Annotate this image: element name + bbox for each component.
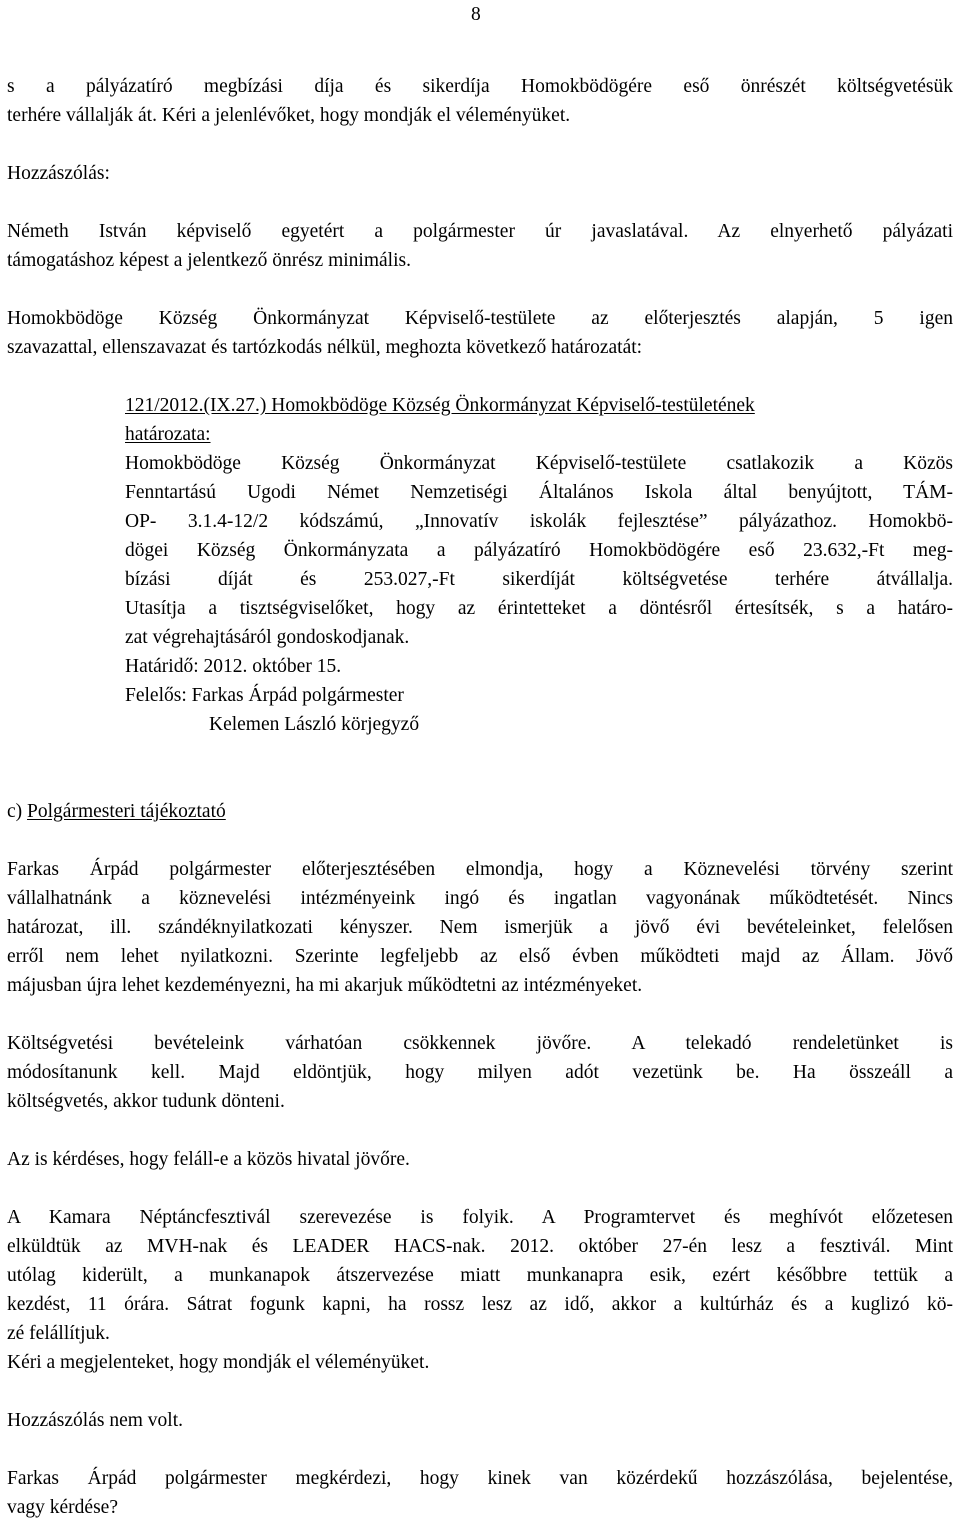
comment-heading: Hozzászólás: (7, 163, 110, 184)
p1-line-1: Farkas Árpád polgármester előterjesztésében elmondja, hogy a Köznevelési törvény szerint (7, 859, 953, 880)
section-c-prefix: c) (7, 801, 28, 822)
p4-line-3: utólag kiderült, a munkanapok átszervezése miatt munkanapra esik, ezért későbbre tettük a (7, 1265, 953, 1286)
resolution-body-4: dögei Község Önkormányzata a pályázatíró Homokbödögére eső 23.632,-Ft meg- (125, 540, 953, 561)
p4-line-2: elküldtük az MVH-nak és LEADER HACS-nak. 2012. október 27-én lesz a fesztivál. Mint (7, 1236, 953, 1257)
p1-line-4: erről nem lehet nyilatkozni. Szerinte legfeljebb az első évben működteti majd az Állam. Jövő (7, 946, 953, 967)
resolution-responsible-2: Kelemen László körjegyző (209, 714, 420, 735)
vote-line-2: szavazattal, ellenszavazat és tartózkodás nélkül, meghozta következő határozatát: (7, 337, 643, 358)
resolution-body-3: OP- 3.1.4-12/2 kódszámú, „Innovatív iskolák fejlesztése” pályázathoz. Homokbö- (125, 511, 953, 532)
p7-line-2: vagy kérdése? (7, 1497, 118, 1518)
p6-line: Hozzászólás nem volt. (7, 1410, 183, 1431)
p1-line-2: vállalhatnánk a köznevelési intézményeink ingó és ingatlan vagyonának működtetését. Nincs (7, 888, 953, 909)
page-number: 8 (471, 4, 481, 25)
section-c-heading (7, 802, 226, 822)
intro-line-1: s a pályázatíró megbízási díja és sikerdíja Homokbödögére eső önrészét költségvetésük (7, 76, 953, 97)
resolution-body-2: Fenntartású Ugodi Német Nemzetiségi Általános Iskola által benyújtott, TÁM- (125, 482, 953, 503)
section-c-title: Polgármesteri tájékoztató (27, 801, 226, 822)
intro-line-2: terhére vállalják át. Kéri a jelenlévőket, hogy mondják el véleményüket. (7, 105, 571, 126)
p2-line-3: költségvetés, akkor tudunk dönteni. (7, 1091, 285, 1112)
resolution-body-6: Utasítja a tisztségviselőket, hogy az érintetteket a döntésről értesítsék, s a határo- (125, 598, 953, 619)
resolution-title-2: határozata: (125, 424, 211, 445)
comment-line-1: Németh István képviselő egyetért a polgármester úr javaslatával. Az elnyerhető pályázati (7, 221, 953, 242)
resolution-body-5: bízási díját és 253.027,-Ft sikerdíját költségvetése terhére átvállalja. (125, 569, 953, 590)
p2-line-1: Költségvetési bevételeink várhatóan csökkennek jövőre. A telekadó rendeletünket is (7, 1033, 953, 1054)
p4-line-1: A Kamara Néptáncfesztivál szerevezése is folyik. A Programtervet és meghívót előzetesen (7, 1207, 953, 1228)
comment-line-2: támogatáshoz képest a jelentkező önrész minimális. (7, 250, 411, 271)
resolution-body-1: Homokbödöge Község Önkormányzat Képviselő-testülete csatlakozik a Közös (125, 453, 953, 474)
p7-line-1: Farkas Árpád polgármester megkérdezi, hogy kinek van közérdekű hozzászólása, bejelentése, (7, 1468, 953, 1489)
p5-line: Kéri a megjelenteket, hogy mondják el véleményüket. (7, 1352, 430, 1373)
p1-line-5: májusban újra lehet kezdeményezni, ha mi akarjuk működtetni az intézményeket. (7, 975, 643, 996)
resolution-deadline: Határidő: 2012. október 15. (125, 656, 342, 677)
resolution-title: 121/2012.(IX.27.) Homokbödöge Község Önkormányzat Képviselő-testületének (125, 395, 755, 416)
p1-line-3: határozat, ill. szándéknyilatkozati kényszer. Nem ismerjük a jövő évi bevételeinket, felelősen (7, 917, 953, 938)
resolution-body-7: zat végrehajtásáról gondoskodjanak. (125, 627, 410, 648)
p2-line-2: módosítanunk kell. Majd eldöntjük, hogy milyen adót vezetünk be. Ha összeáll a (7, 1062, 953, 1083)
p3-line: Az is kérdéses, hogy feláll-e a közös hivatal jövőre. (7, 1149, 410, 1170)
p4-line-4: kezdést, 11 órára. Sátrat fogunk kapni, ha rossz lesz az idő, akkor a kultúrház és a kuglizó kö- (7, 1294, 953, 1315)
resolution-responsible-1: Felelős: Farkas Árpád polgármester (125, 685, 404, 706)
vote-line-1: Homokbödöge Község Önkormányzat Képviselő-testülete az előterjesztés alapján, 5 igen (7, 308, 953, 329)
p4-line-5: zé felállítjuk. (7, 1323, 110, 1344)
